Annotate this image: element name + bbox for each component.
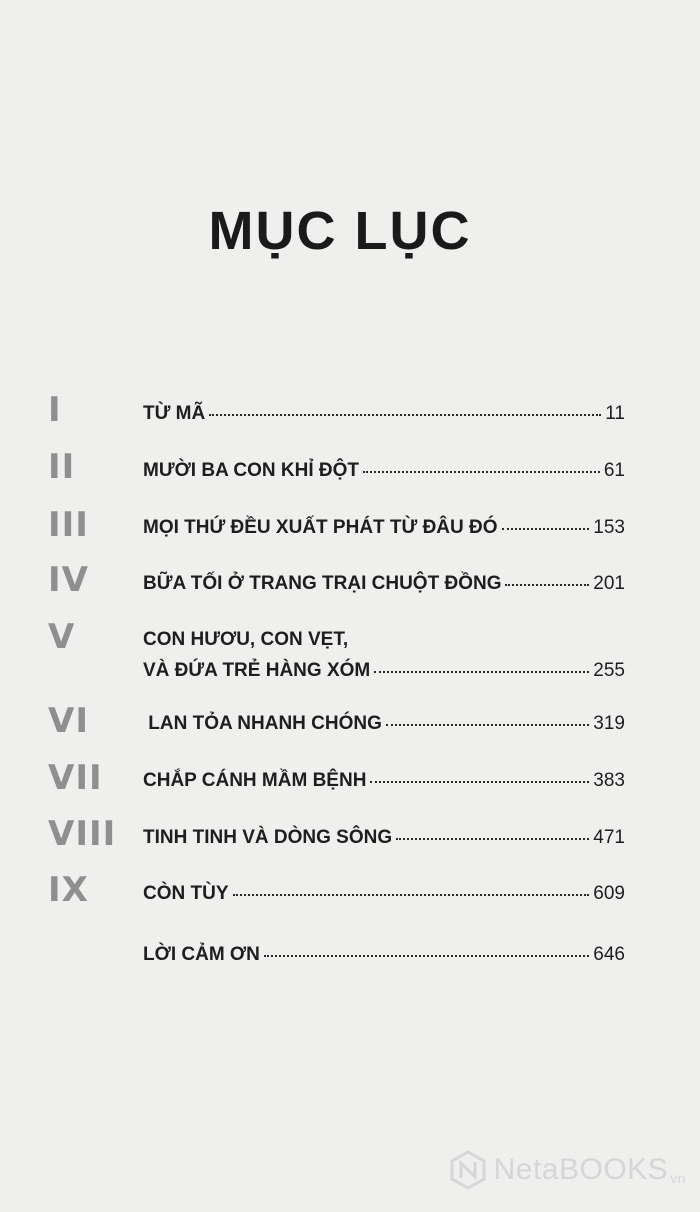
page-number: 255 [593,660,625,681]
chapter-title: BỮA TỐI Ở TRANG TRẠI CHUỘT ĐỒNG [143,573,502,594]
page-number: 61 [603,460,625,481]
chapter-title: LỜI CẢM ƠN [143,944,260,965]
page-title: MỤC LỤC [208,201,472,261]
toc-entry[interactable] [143,884,625,903]
toc-entry[interactable] [143,771,625,790]
page-number: 383 [593,770,625,791]
toc-entry[interactable] [143,714,625,733]
chapter-numeral: IV [48,560,89,600]
dot-leader [209,414,601,416]
chapter-title: MỌI THỨ ĐỀU XUẤT PHÁT TỪ ĐÂU ĐÓ [143,517,498,538]
page-number: 153 [593,517,625,538]
watermark-brand: NetaBOOKS [493,1153,669,1186]
chapter-numeral: VIII [48,814,117,854]
page-number: 319 [593,713,625,734]
chapter-numeral: VI [48,701,89,741]
chapter-numeral: I [48,390,62,430]
chapter-title-line-1: CON HƯƠU, CON VẸT, [143,629,349,650]
toc-entry-acknowledgements[interactable] [143,945,625,964]
toc-entry[interactable] [143,404,625,423]
chapter-title: TINH TINH VÀ DÒNG SÔNG [143,827,393,848]
chapter-numeral: VII [48,758,103,798]
page-number: 11 [605,403,625,424]
dot-leader [502,528,590,530]
netabooks-logo-icon [448,1150,488,1190]
chapter-title: LAN TỎA NHANH CHÓNG [143,713,382,734]
chapter-title-line-2: VÀ ĐỨA TRẺ HÀNG XÓM [143,660,371,681]
page-number: 609 [593,883,625,904]
toc-entry[interactable] [143,828,625,847]
page-number: 201 [593,573,625,594]
chapter-numeral: II [48,447,76,487]
dot-leader [233,894,590,896]
dot-leader [363,471,600,473]
chapter-numeral: V [48,617,76,657]
chapter-title: CHẮP CÁNH MẦM BỆNH [143,770,367,791]
toc-entry[interactable] [143,574,625,593]
watermark-suffix: vn [670,1170,686,1186]
toc-entry[interactable] [143,461,625,480]
watermark [448,1150,686,1190]
dot-leader [374,671,589,673]
chapter-title: TỪ MÃ [143,403,206,424]
chapter-numeral: IX [48,870,89,910]
chapter-numeral: III [48,505,89,545]
chapter-title: MƯỜI BA CON KHỈ ĐỘT [143,460,359,481]
toc-entry[interactable] [143,518,625,537]
page-number: 471 [593,827,625,848]
chapter-title: CÒN TÙY [143,883,229,904]
dot-leader [505,584,589,586]
toc-entry[interactable] [143,630,625,680]
dot-leader [264,955,589,957]
dot-leader [386,724,589,726]
dot-leader [370,781,589,783]
page-number: 646 [593,944,625,965]
dot-leader [396,838,589,840]
